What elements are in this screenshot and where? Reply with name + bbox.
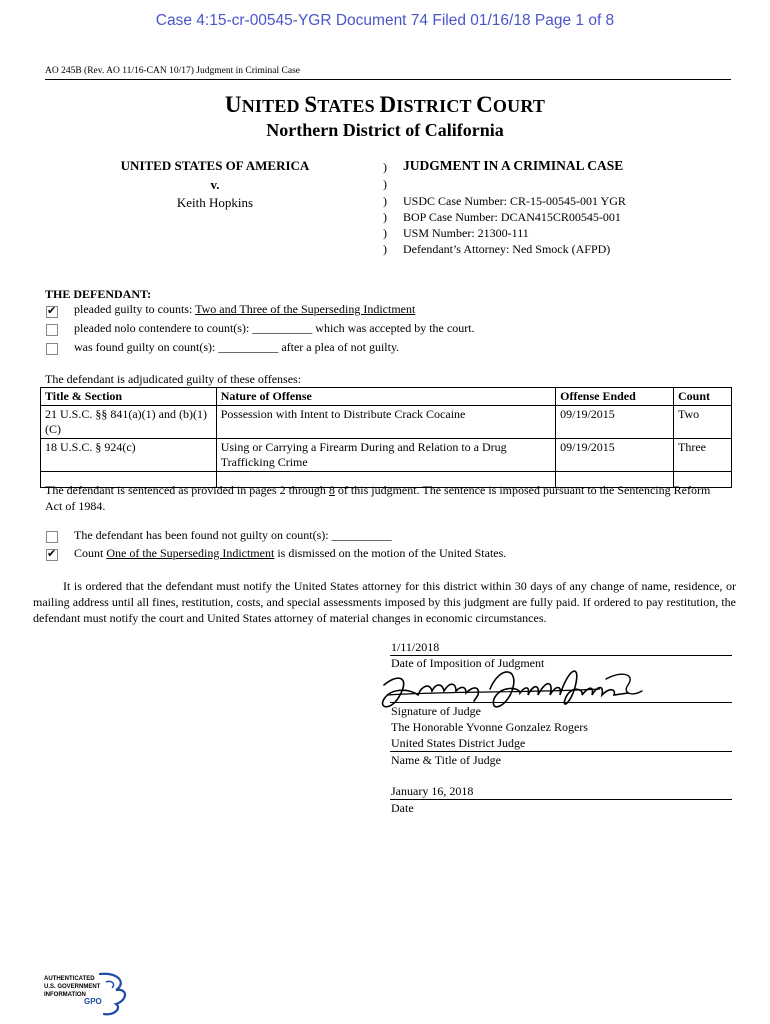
order-paragraph: It is ordered that the defendant must notify the United States attorney for this district within 30 days of any change of name, residence, or mailing address until all fines, restitution, costs, and special assessments imposed by this judgment are fully paid. If ordered to pay restitution, the defendant must notify the court and United States attorney of material changes in economic circumstances.	[33, 579, 736, 625]
not-guilty-text: The defendant has been found not guilty on count(s): __________	[74, 528, 392, 542]
gpo-line-2: U.S. GOVERNMENT	[44, 984, 101, 990]
court-district: Northern District of California	[266, 120, 504, 140]
offense-nature: Possession with Intent to Distribute Crack Cocaine	[216, 406, 555, 439]
offense-ended: 09/19/2015	[556, 406, 674, 439]
gpo-line-1: AUTHENTICATED	[44, 976, 95, 982]
not-guilty-checkbox[interactable]	[46, 531, 58, 543]
sentence-paragraph: The defendant is sentenced as provided in pages 2 through 8 of this judgment. The sentence is imposed pursuant to the Sentencing Reform Act of 1984.	[45, 483, 711, 513]
offenses-table	[40, 387, 732, 488]
caption-defendant: Keith Hopkins	[176, 195, 254, 210]
found-guilty-checkbox[interactable]	[46, 343, 58, 355]
judgment-date: January 16, 2018	[391, 784, 474, 798]
date-label: Date	[391, 801, 414, 815]
gpo-authentication-seal	[42, 970, 132, 1020]
nolo-contendere-text: pleaded nolo contendere to count(s): __________ which was accepted by the court.	[74, 321, 475, 335]
nolo-contendere-checkbox[interactable]	[46, 324, 58, 336]
gpo-line-3: INFORMATION	[44, 992, 86, 998]
name-title-line	[390, 751, 732, 752]
document-type-title: JUDGMENT IN A CRIMINAL CASE	[403, 158, 624, 173]
header-title-section: Title & Section	[41, 388, 217, 406]
dismissed-count: One of the Superseding Indictment	[106, 546, 275, 560]
date-line	[390, 799, 732, 800]
table-row	[41, 406, 732, 439]
offense-count: Three	[674, 439, 732, 472]
header-count: Count	[674, 388, 732, 406]
case-stamp-header: Case 4:15-cr-00545-YGR Document 74 Filed 01/16/18 Page 1 of 8	[155, 12, 615, 29]
imposition-date: 1/11/2018	[391, 640, 440, 654]
offense-ended: 09/19/2015	[556, 439, 674, 472]
offenses-intro: The defendant is adjudicated guilty of these offenses:	[45, 372, 302, 386]
eagle-icon	[100, 974, 125, 1015]
form-rule-divider	[45, 79, 731, 80]
imposition-date-label: Date of Imposition of Judgment	[391, 656, 545, 670]
bop-case-number: BOP Case Number: DCAN415CR00545-001	[403, 210, 621, 224]
count-dismissed-text: Count One of the Superseding Indictment is dismissed on the motion of the United States.	[74, 546, 507, 560]
pleaded-guilty-counts: Two and Three of the Superseding Indictment	[195, 302, 416, 316]
judge-title: United States District Judge	[391, 736, 526, 750]
header-nature-of-offense: Nature of Offense	[216, 388, 555, 406]
offense-title: 21 U.S.C. §§ 841(a)(1) and (b)(1)(C)	[41, 406, 217, 439]
usdc-case-number: USDC Case Number: CR-15-00545-001 YGR	[403, 194, 626, 208]
defendant-section-heading: THE DEFENDANT:	[45, 287, 152, 301]
name-title-label: Name & Title of Judge	[391, 753, 501, 767]
table-row	[41, 439, 732, 472]
usm-number: USM Number: 21300-111	[403, 226, 529, 240]
signature-line	[390, 702, 732, 703]
count-dismissed-checkbox[interactable]	[46, 549, 58, 561]
sentence-page-count: 8	[328, 483, 335, 497]
offense-count: Two	[674, 406, 732, 439]
header-offense-ended: Offense Ended	[556, 388, 674, 406]
court-title: UNITED STATES DISTRICT COURT	[224, 92, 546, 117]
offenses-table-header	[41, 388, 732, 406]
signature-label: Signature of Judge	[391, 704, 481, 718]
offense-nature: Using or Carrying a Firearm During and Relation to a Drug Trafficking Crime	[216, 439, 555, 472]
pleaded-guilty-checkbox[interactable]	[46, 306, 58, 318]
found-guilty-text: was found guilty on count(s): __________ after a plea of not guilty.	[74, 340, 400, 354]
caption-plaintiff: UNITED STATES OF AMERICA	[120, 158, 310, 173]
defendant-attorney: Defendant’s Attorney: Ned Smock (AFPD)	[403, 242, 611, 256]
gpo-mark: GPO	[84, 997, 102, 1006]
judge-name: The Honorable Yvonne Gonzalez Rogers	[391, 720, 588, 734]
pleaded-guilty-text: pleaded guilty to counts: Two and Three of the Superseding Indictment	[74, 302, 416, 316]
caption-versus: v.	[210, 177, 220, 192]
offense-title: 18 U.S.C. § 924(c)	[41, 439, 217, 472]
form-identifier: AO 245B (Rev. AO 11/16-CAN 10/17) Judgment in Criminal Case	[45, 66, 300, 76]
